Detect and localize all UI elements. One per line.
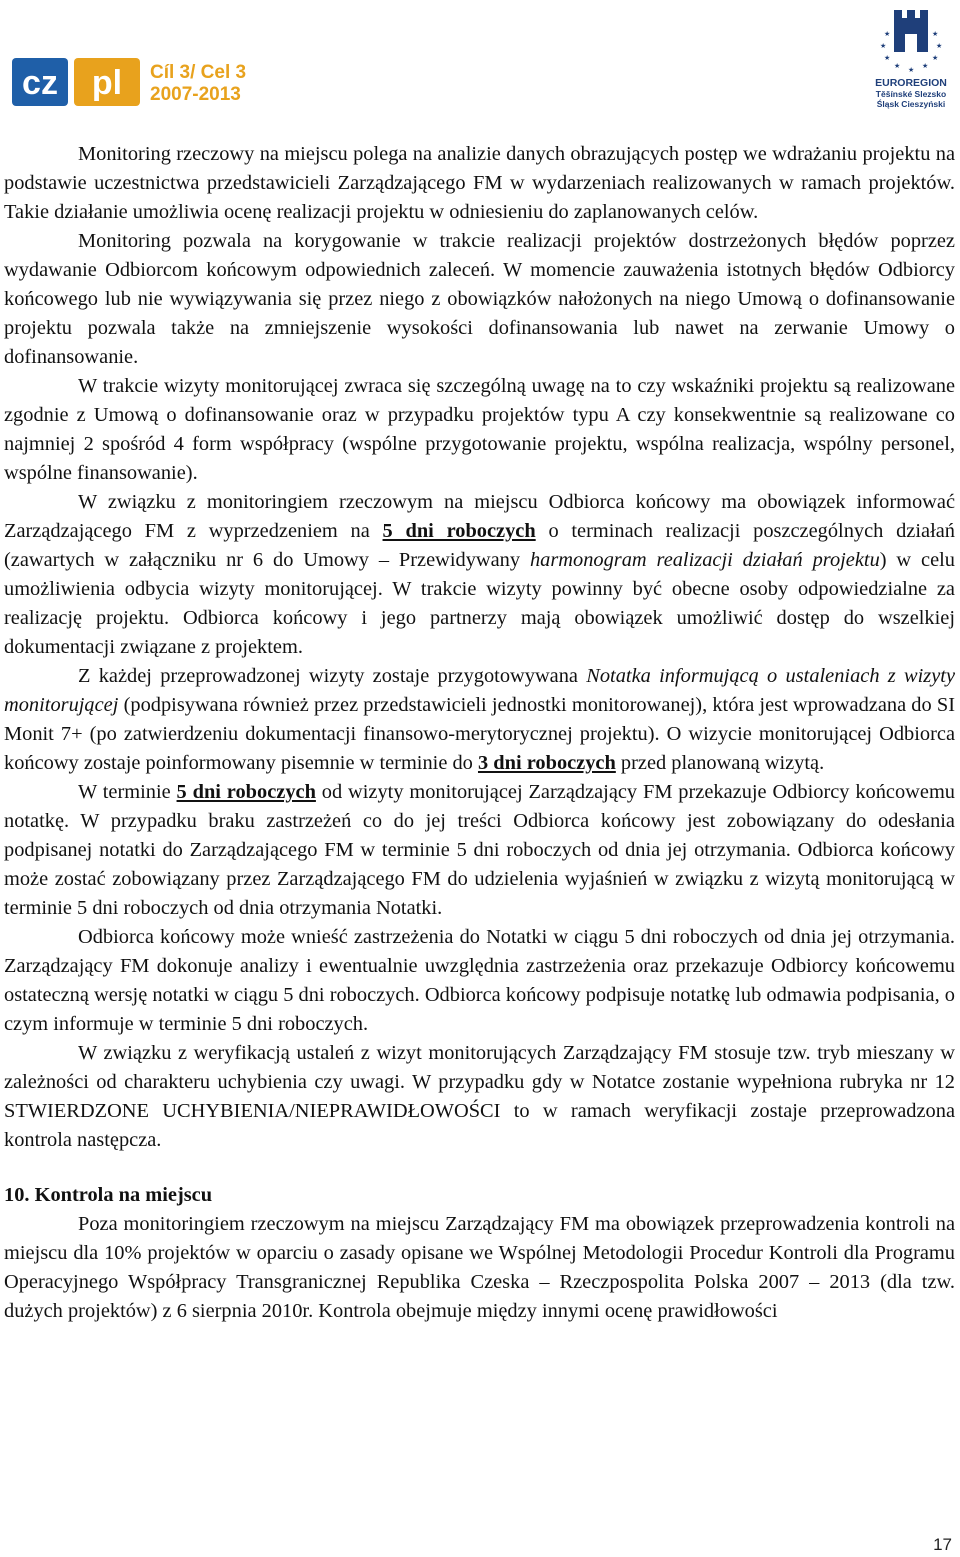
paragraph-objections: Odbiorca końcowy może wnieść zastrzeżenia do Notatki w ciągu 5 dni roboczych od dnia jej otrzymania. Zarządzający FM dokonuje analizy i ewentualnie uwzględnia zastrzeżenia oraz przekazuje Odbiorcy końcowemu ostateczną wersję notatki w ciągu 5 dni roboczych. Odbiorca końcowy podpisuje notatkę lub odmawia podpisania, o czym informuje w terminie 5 dni roboczych. <box>4 926 955 1035</box>
text-run: W terminie <box>78 781 177 803</box>
text-run: Z każdej przeprowadzonej wizyty zostaje przygotowywana <box>78 665 587 687</box>
underlined-deadline: 5 dni roboczych <box>382 520 536 542</box>
paragraph-note-delivery <box>4 778 955 923</box>
euroregion-line2: Těšínské Slezsko <box>875 89 947 99</box>
underlined-deadline: 3 dni roboczych <box>477 752 616 774</box>
svg-text:★: ★ <box>880 42 887 50</box>
svg-text:★: ★ <box>884 30 891 38</box>
underlined-deadline: 5 dni roboczych <box>176 781 316 803</box>
text-run: o terminach realizacji poszczególnych działań (zawartych w załączniku nr 6 do Umowy – Przewidywany <box>4 520 955 571</box>
italic-document-title: harmonogram realizacji działań projektu <box>529 549 880 571</box>
paragraph-monitoring-intro: Monitoring rzeczowy na miejscu polega na analizie danych obrazujących postęp we wdrażaniu projektu na podstawie uczestnictwa przedstawicieli Zarządzającego FM w wydarzeniach realizowanych w ramach projektów. Takie działanie umożliwia ocenę realizacji projektu w odniesieniu do zaplanowanych celów. <box>4 143 955 223</box>
page-number: 17 <box>933 1535 952 1554</box>
section-heading: 10. Kontrola na miejscu <box>4 1184 213 1206</box>
cz-logo-text: cz <box>22 64 58 102</box>
svg-text:★: ★ <box>894 62 901 70</box>
logo-tag-line1: Cíl 3/ Cel 3 <box>150 62 247 83</box>
paragraph-visit-note <box>4 662 955 778</box>
paragraph-mixed-mode: W związku z weryfikacją ustaleń z wizyt monitorujących Zarządzający FM stosuje tzw. tryb mieszany w zależności od charakteru uchybienia czy uwagi. W przypadku gdy w Notatce zostanie wypełniona rubryka nr 12 STWIERDZONE UCHYBIENIA/NIEPRAWIDŁOWOŚCI to w ramach weryfikacji zostaje przeprowadzona kontrola następcza. <box>4 1042 955 1151</box>
svg-text:★: ★ <box>922 62 929 70</box>
text-run: od wizyty monitorującej Zarządzający FM przekazuje Odbiorcy końcowemu notatkę. W przypadku braku zastrzeżeń co do jej treści Odbiorca końcowy jest zobowiązany do odesłania podpisanej notatki do Zarządzającego FM w terminie 5 dni roboczych od dnia jej otrzymania. Odbiorca końcowy może zostać zobowiązany przez Zarządzającego FM do udzielenia wyjaśnień w związku z wizytą monitorującą w terminie 5 dni roboczych od dnia otrzymania Notatki. <box>4 781 955 919</box>
text-run: (podpisywana również przez przedstawicieli jednostki monitorowanej), która jest wprowadzana do SI Monit 7+ (po zatwierdzeniu dokumentacji finansowo-merytorycznej projektu). O wizycie monitorującej Odbiorca końcowy zostaje poinformowany pisemnie w terminie do <box>4 694 955 774</box>
svg-text:★: ★ <box>908 66 915 74</box>
logo-tag-line2: 2007-2013 <box>150 84 241 105</box>
paragraph-monitoring-corrections: Monitoring pozwala na korygowanie w trakcie realizacji projektów dostrzeżonych błędów poprzez wydawanie Odbiorcom końcowym odpowiednich zaleceń. W momencie zauważenia istotnych błędów Odbiorcy końcowego lub nie wywiązywania się przez niego z obowiązków nałożonych na niego Umową o dofinansowanie projektu pozwala także na zmniejszenie wysokości dofinansowania lub nawet na zerwanie Umowy o dofinansowanie. <box>4 230 955 368</box>
svg-text:★: ★ <box>936 42 943 50</box>
paragraph-onsite-control: Poza monitoringiem rzeczowym na miejscu Zarządzający FM ma obowiązek przeprowadzenia kontroli na miejscu dla 10% projektów w oparciu o zasady opisane we Wspólnej Metodologii Procedur Kontroli dla Programu Operacyjnego Współpracy Transgranicznej Republika Czeska – Rzeczpospolita Polska 2007 – 2013 (dla tzw. dużych projektów) z 6 sierpnia 2010r. Kontrola obejmuje między innymi ocenę prawidłowości <box>4 1213 955 1322</box>
svg-text:★: ★ <box>932 30 939 38</box>
text-run: W związku z monitoringiem rzeczowym na miejscu Odbiorca końcowy ma obowiązek informować Zarządzającego FM z wyprzedzeniem na <box>4 491 955 542</box>
paragraph-notification-obligation <box>4 488 955 662</box>
italic-document-title: Notatka informującą o ustaleniach z wizyty monitorującej <box>4 665 955 716</box>
document-body <box>4 140 955 1326</box>
euroregion-name: EUROREGION <box>875 77 947 89</box>
text-run: ) w celu umożliwienia odbycia wizyty monitorującej. W trakcie wizyty powinny być obecne osoby odpowiedzialne za realizację projektu. Odbiorca końcowy i jego partnerzy mają obowiązek umożliwić dostęp do wszelkiej dokumentacji związane z projektem. <box>4 549 955 658</box>
text-run: przed planowaną wizytą. <box>615 752 825 774</box>
czpl-program-logo <box>12 56 252 108</box>
euroregion-logo <box>870 6 952 110</box>
pl-logo-text: pl <box>91 64 123 102</box>
svg-text:★: ★ <box>884 54 891 62</box>
paragraph-monitoring-visit: W trakcie wizyty monitorującej zwraca się szczególną uwagę na to czy wskaźniki projektu są realizowane zgodnie z Umową o dofinansowanie oraz w przypadku projektów typu A czy konsekwentnie są realizowane co najmniej 2 spośród 4 form współpracy (wspólne przygotowanie projektu, wspólna realizacja, wspólny personel, wspólne finansowanie). <box>4 375 955 484</box>
euroregion-line3: Śląsk Cieszyński <box>876 99 946 109</box>
svg-text:★: ★ <box>932 54 939 62</box>
